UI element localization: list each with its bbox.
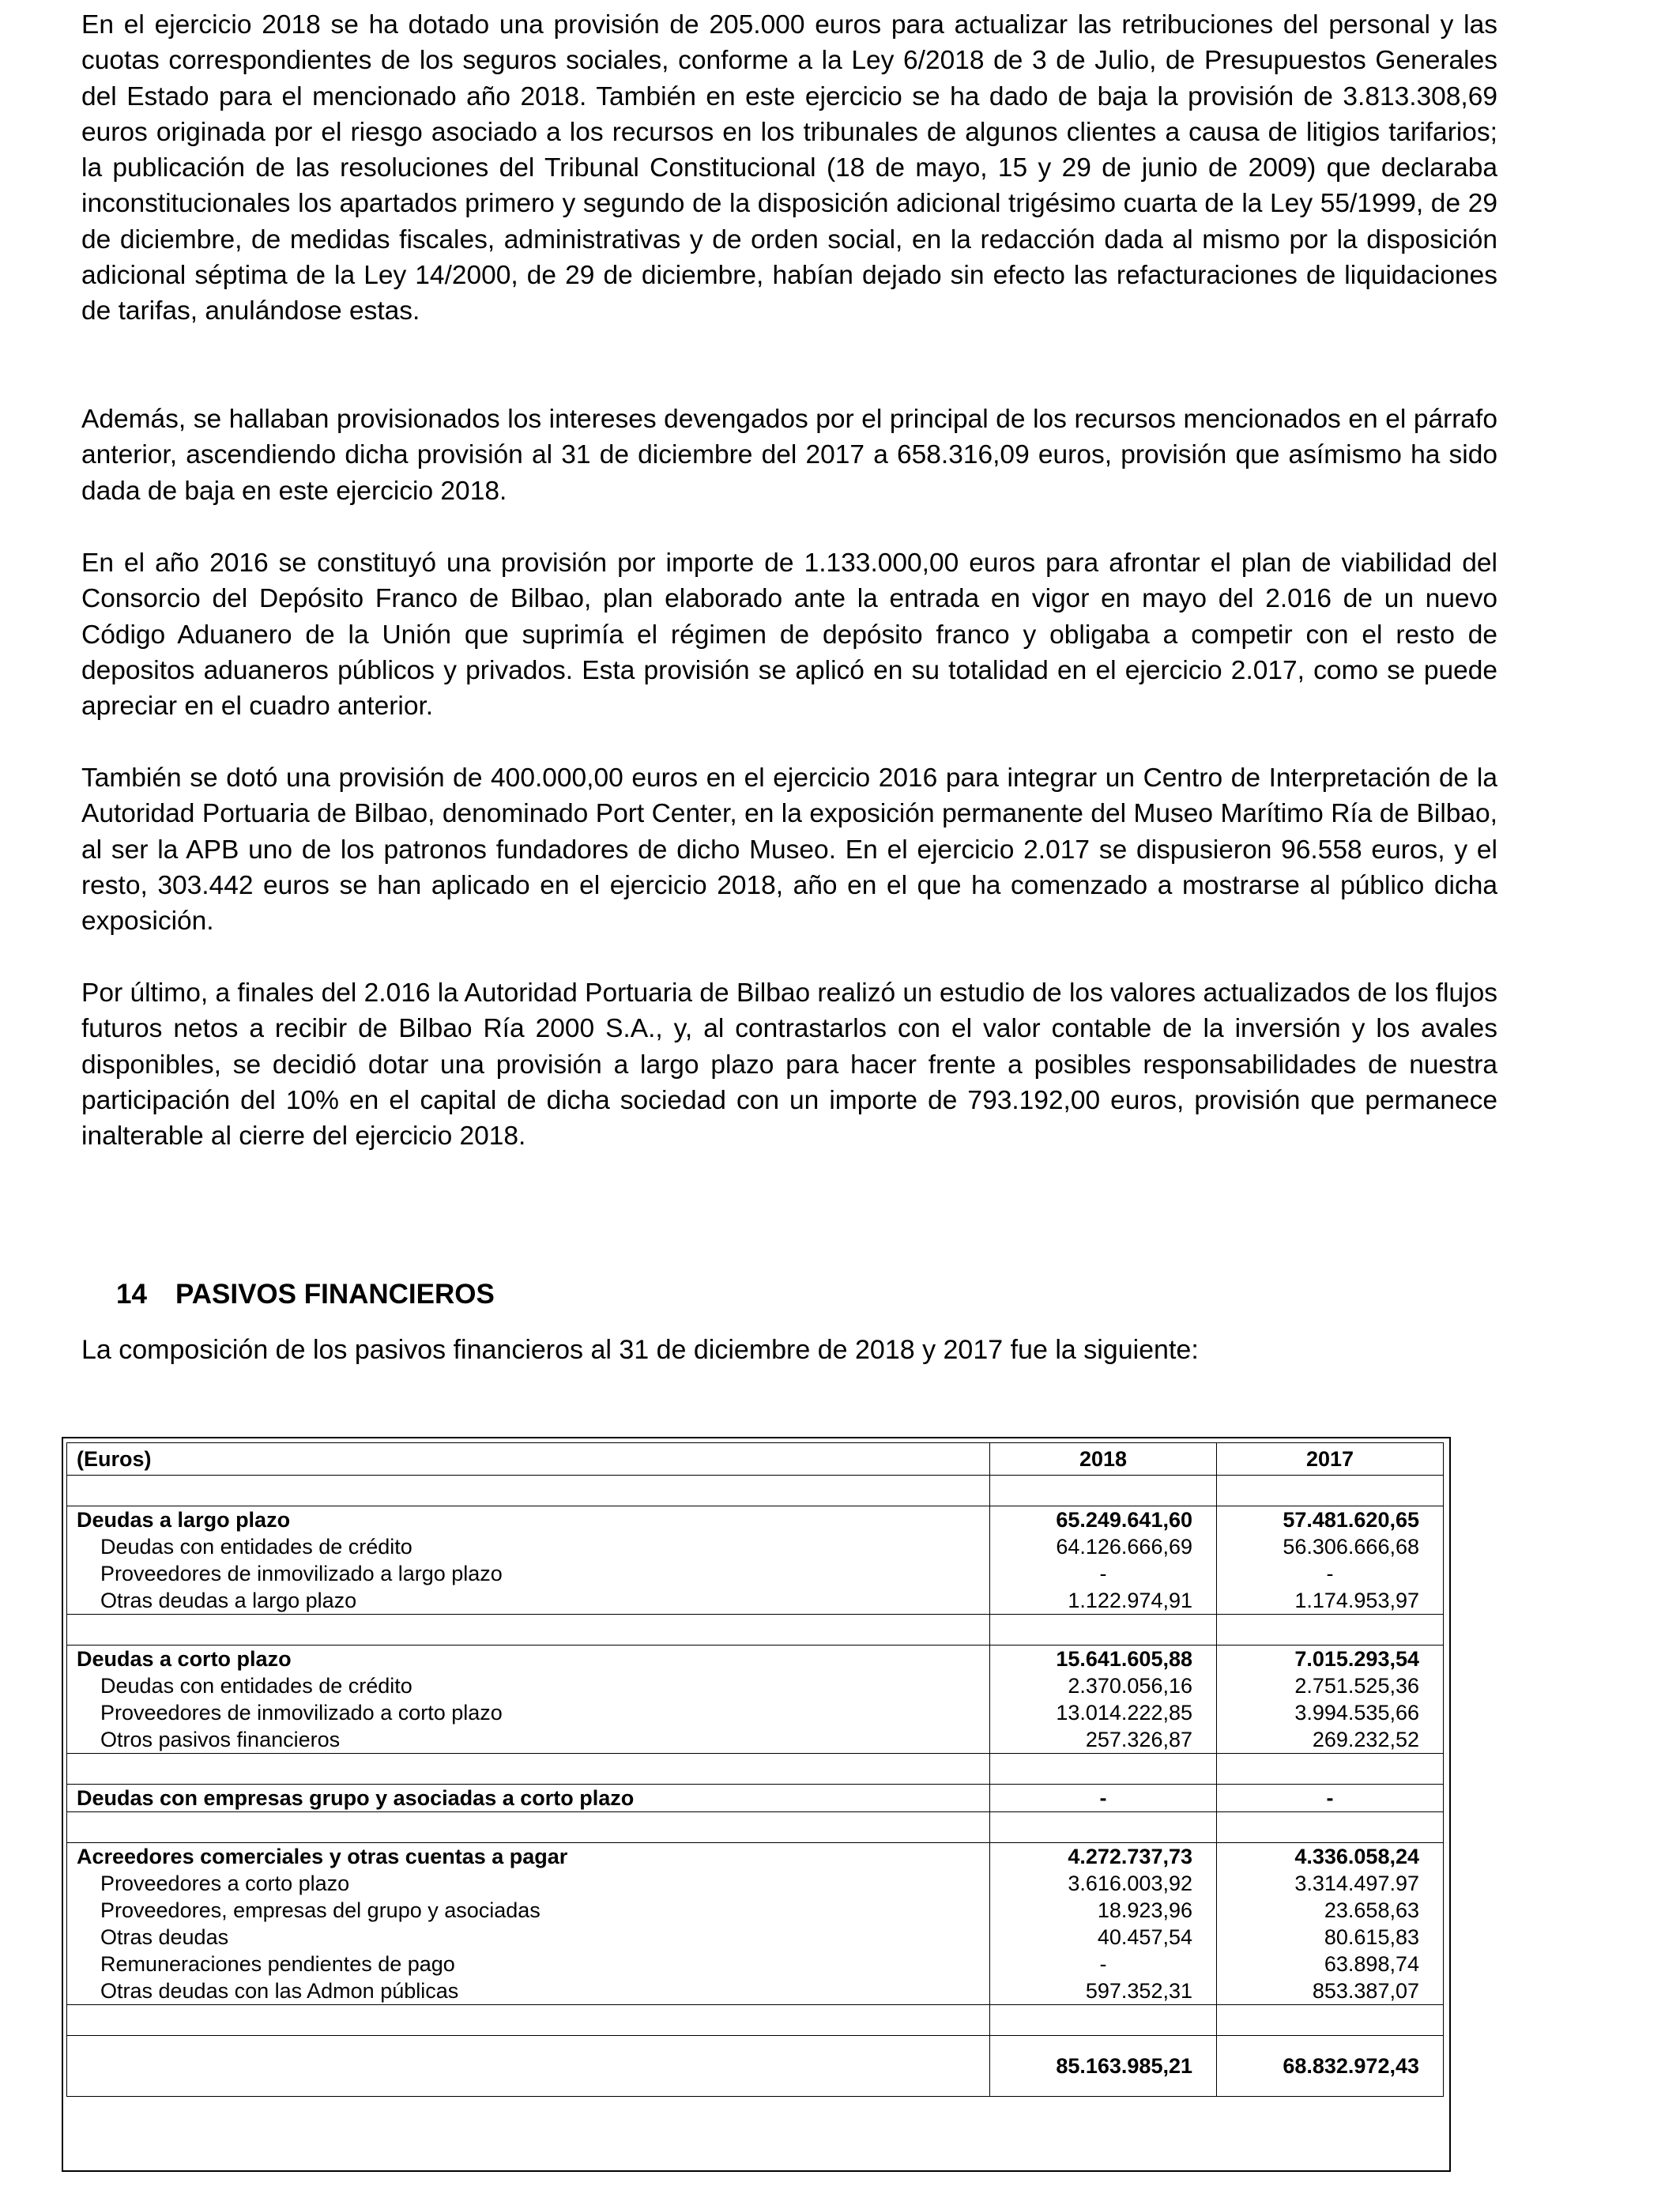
cell-2018: 257.326,87 bbox=[990, 1726, 1217, 1754]
section-number: 14 bbox=[116, 1279, 147, 1310]
cell-2017: 3.994.535,66 bbox=[1217, 1699, 1444, 1726]
row-label: Deudas con entidades de crédito bbox=[67, 1533, 990, 1560]
table-row bbox=[67, 1672, 1444, 1699]
cell-2017: 7.015.293,54 bbox=[1217, 1646, 1444, 1673]
header-year-2018: 2018 bbox=[990, 1443, 1217, 1476]
cell-2018: 13.014.222,85 bbox=[990, 1699, 1217, 1726]
total-label-cell bbox=[67, 2036, 990, 2097]
table-row bbox=[67, 1951, 1444, 1977]
header-units: (Euros) bbox=[67, 1443, 990, 1476]
spacer-row bbox=[67, 1476, 1444, 1506]
cell-2018: 18.923,96 bbox=[990, 1897, 1217, 1924]
cell-2017: 56.306.666,68 bbox=[1217, 1533, 1444, 1560]
table-row bbox=[67, 1897, 1444, 1924]
cell-2017: - bbox=[1217, 1785, 1444, 1812]
paragraph-provisions-2018: En el ejercicio 2018 se ha dotado una provisión de 205.000 euros para actualizar las retribuciones del personal y las cuotas correspondientes de los seguros sociales, conforme a la Ley 6/2018 de 3 de Julio, de Presupuestos Generales del Estado para el mencionado año 2018. También en este ejercicio se ha dado de baja la provisión de 3.813.308,69 euros originada por el riesgo asociado a los recursos en los tribunales de algunos clientes a causa de litigios tarifarios; la publicación de las resoluciones del Tribunal Constitucional (18 de mayo, 15 y 29 de junio de 2009) que declaraba inconstitucionales los apartados primero y segundo de la disposición adicional trigésimo cuarta de la Ley 55/1999, de 29 de diciembre, de medidas fiscales, administrativas y de orden social, en la redacción dada al mismo por la disposición adicional séptima de la Ley 14/2000, de 29 de diciembre, habían dejado sin efecto las refacturaciones de liquidaciones de tarifas, anulándose estas. bbox=[81, 10, 1497, 326]
spacer-row bbox=[67, 1754, 1444, 1785]
cell-2017: 853.387,07 bbox=[1217, 1977, 1444, 2005]
cell-2018: 2.370.056,16 bbox=[990, 1672, 1217, 1699]
table-row bbox=[67, 1977, 1444, 2005]
section-title: PASIVOS FINANCIEROS bbox=[175, 1279, 495, 1310]
row-label: Remuneraciones pendientes de pago bbox=[67, 1951, 990, 1977]
table-row bbox=[67, 1560, 1444, 1587]
cell-2018: - bbox=[990, 1951, 1217, 1977]
paragraph-deposito-franco: En el año 2016 se constituyó una provisión por importe de 1.133.000,00 euros para afrontar el plan de viabilidad del Consorcio del Depósito Franco de Bilbao, plan elaborado ante la entrada en vigor en mayo del 2.016 de un nuevo Código Aduanero de la Unión que suprimía el régimen de depósito franco y obligaba a competir con el resto de depositos aduaneros públicos y privados. Esta provisión se aplicó en su totalidad en el ejercicio 2.017, como se puede apreciar en el cuadro anterior. bbox=[81, 548, 1497, 722]
table-row bbox=[67, 1785, 1444, 1812]
table-row bbox=[67, 1726, 1444, 1754]
table-row bbox=[67, 1924, 1444, 1951]
row-label: Acreedores comerciales y otras cuentas a pagar bbox=[67, 1843, 990, 1871]
paragraph-bilbao-ria-2000: Por último, a finales del 2.016 la Autoridad Portuaria de Bilbao realizó un estudio de los valores actualizados de los flujos futuros netos a recibir de Bilbao Ría 2000 S.A., y, al contrastarlos con el valor contable de la inversión y los avales disponibles, se decidió dotar una provisión a largo plazo para hacer frente a posibles responsabilidades de nuestra participación del 10% en el capital de dicha sociedad con un importe de 793.192,00 euros, provisión que permanece inalterable al cierre del ejercicio 2018. bbox=[81, 978, 1497, 1152]
cell-2018: - bbox=[990, 1560, 1217, 1587]
row-label: Deudas con entidades de crédito bbox=[67, 1672, 990, 1699]
cell-2018: 64.126.666,69 bbox=[990, 1533, 1217, 1560]
cell-2018: 40.457,54 bbox=[990, 1924, 1217, 1951]
cell-2017: 63.898,74 bbox=[1217, 1951, 1444, 1977]
spacer-row bbox=[67, 2005, 1444, 2036]
cell-2017: 4.336.058,24 bbox=[1217, 1843, 1444, 1871]
row-label: Proveedores, empresas del grupo y asociadas bbox=[67, 1897, 990, 1924]
section-heading bbox=[116, 1276, 495, 1314]
row-label: Proveedores de inmovilizado a largo plazo bbox=[67, 1560, 990, 1587]
cell-2018: 65.249.641,60 bbox=[990, 1506, 1217, 1534]
cell-2017: 2.751.525,36 bbox=[1217, 1672, 1444, 1699]
table-row bbox=[67, 1870, 1444, 1897]
cell-2018: - bbox=[990, 1785, 1217, 1812]
financial-liabilities-table bbox=[66, 1442, 1444, 2097]
cell-2017: 23.658,63 bbox=[1217, 1897, 1444, 1924]
table-row bbox=[67, 1699, 1444, 1726]
cell-2018: 597.352,31 bbox=[990, 1977, 1217, 2005]
paragraph-port-center: También se dotó una provisión de 400.000,00 euros en el ejercicio 2016 para integrar un Centro de Interpretación de la Autoridad Portuaria de Bilbao, denominado Port Center, en la exposición permanente del Museo Marítimo Ría de Bilbao, al ser la APB uno de los patronos fundadores de dicho Museo. En el ejercicio 2.017 se dispusieron 96.558 euros, y el resto, 303.442 euros se han aplicado en el ejercicio 2018, año en el que ha comenzado a mostrarse al público dicha exposición. bbox=[81, 763, 1497, 937]
row-label: Deudas a corto plazo bbox=[67, 1646, 990, 1673]
table-header-row bbox=[67, 1443, 1444, 1476]
row-label: Deudas con empresas grupo y asociadas a corto plazo bbox=[67, 1785, 990, 1812]
cell-2018: 4.272.737,73 bbox=[990, 1843, 1217, 1871]
total-2018: 85.163.985,21 bbox=[990, 2036, 1217, 2097]
table-row bbox=[67, 1533, 1444, 1560]
header-year-2017: 2017 bbox=[1217, 1443, 1444, 1476]
cell-2017: - bbox=[1217, 1560, 1444, 1587]
table-row bbox=[67, 1843, 1444, 1871]
cell-2017: 57.481.620,65 bbox=[1217, 1506, 1444, 1534]
spacer-row bbox=[67, 1812, 1444, 1843]
table-row bbox=[67, 1646, 1444, 1673]
row-label: Deudas a largo plazo bbox=[67, 1506, 990, 1534]
total-2017: 68.832.972,43 bbox=[1217, 2036, 1444, 2097]
cell-2018: 1.122.974,91 bbox=[990, 1587, 1217, 1615]
table-row bbox=[67, 1506, 1444, 1534]
cell-2017: 80.615,83 bbox=[1217, 1924, 1444, 1951]
row-label: Proveedores a corto plazo bbox=[67, 1870, 990, 1897]
total-row bbox=[67, 2036, 1444, 2097]
spacer-row bbox=[67, 1615, 1444, 1646]
cell-2017: 3.314.497.97 bbox=[1217, 1870, 1444, 1897]
cell-2017: 1.174.953,97 bbox=[1217, 1587, 1444, 1615]
section-intro: La composición de los pasivos financieros al 31 de diciembre de 2018 y 2017 fue la siguiente: bbox=[81, 1335, 1199, 1365]
cell-2017: 269.232,52 bbox=[1217, 1726, 1444, 1754]
cell-2018: 3.616.003,92 bbox=[990, 1870, 1217, 1897]
table-row bbox=[67, 1587, 1444, 1615]
row-label: Otros pasivos financieros bbox=[67, 1726, 990, 1754]
paragraph-interest-provision: Además, se hallaban provisionados los intereses devengados por el principal de los recursos mencionados en el párrafo anterior, ascendiendo dicha provisión al 31 de diciembre del 2017 a 658.316,09 euros, provisión que asímismo ha sido dada de baja en este ejercicio 2018. bbox=[81, 405, 1497, 506]
cell-2018: 15.641.605,88 bbox=[990, 1646, 1217, 1673]
row-label: Proveedores de inmovilizado a corto plazo bbox=[67, 1699, 990, 1726]
row-label: Otras deudas con las Admon públicas bbox=[67, 1977, 990, 2005]
row-label: Otras deudas bbox=[67, 1924, 990, 1951]
row-label: Otras deudas a largo plazo bbox=[67, 1587, 990, 1615]
